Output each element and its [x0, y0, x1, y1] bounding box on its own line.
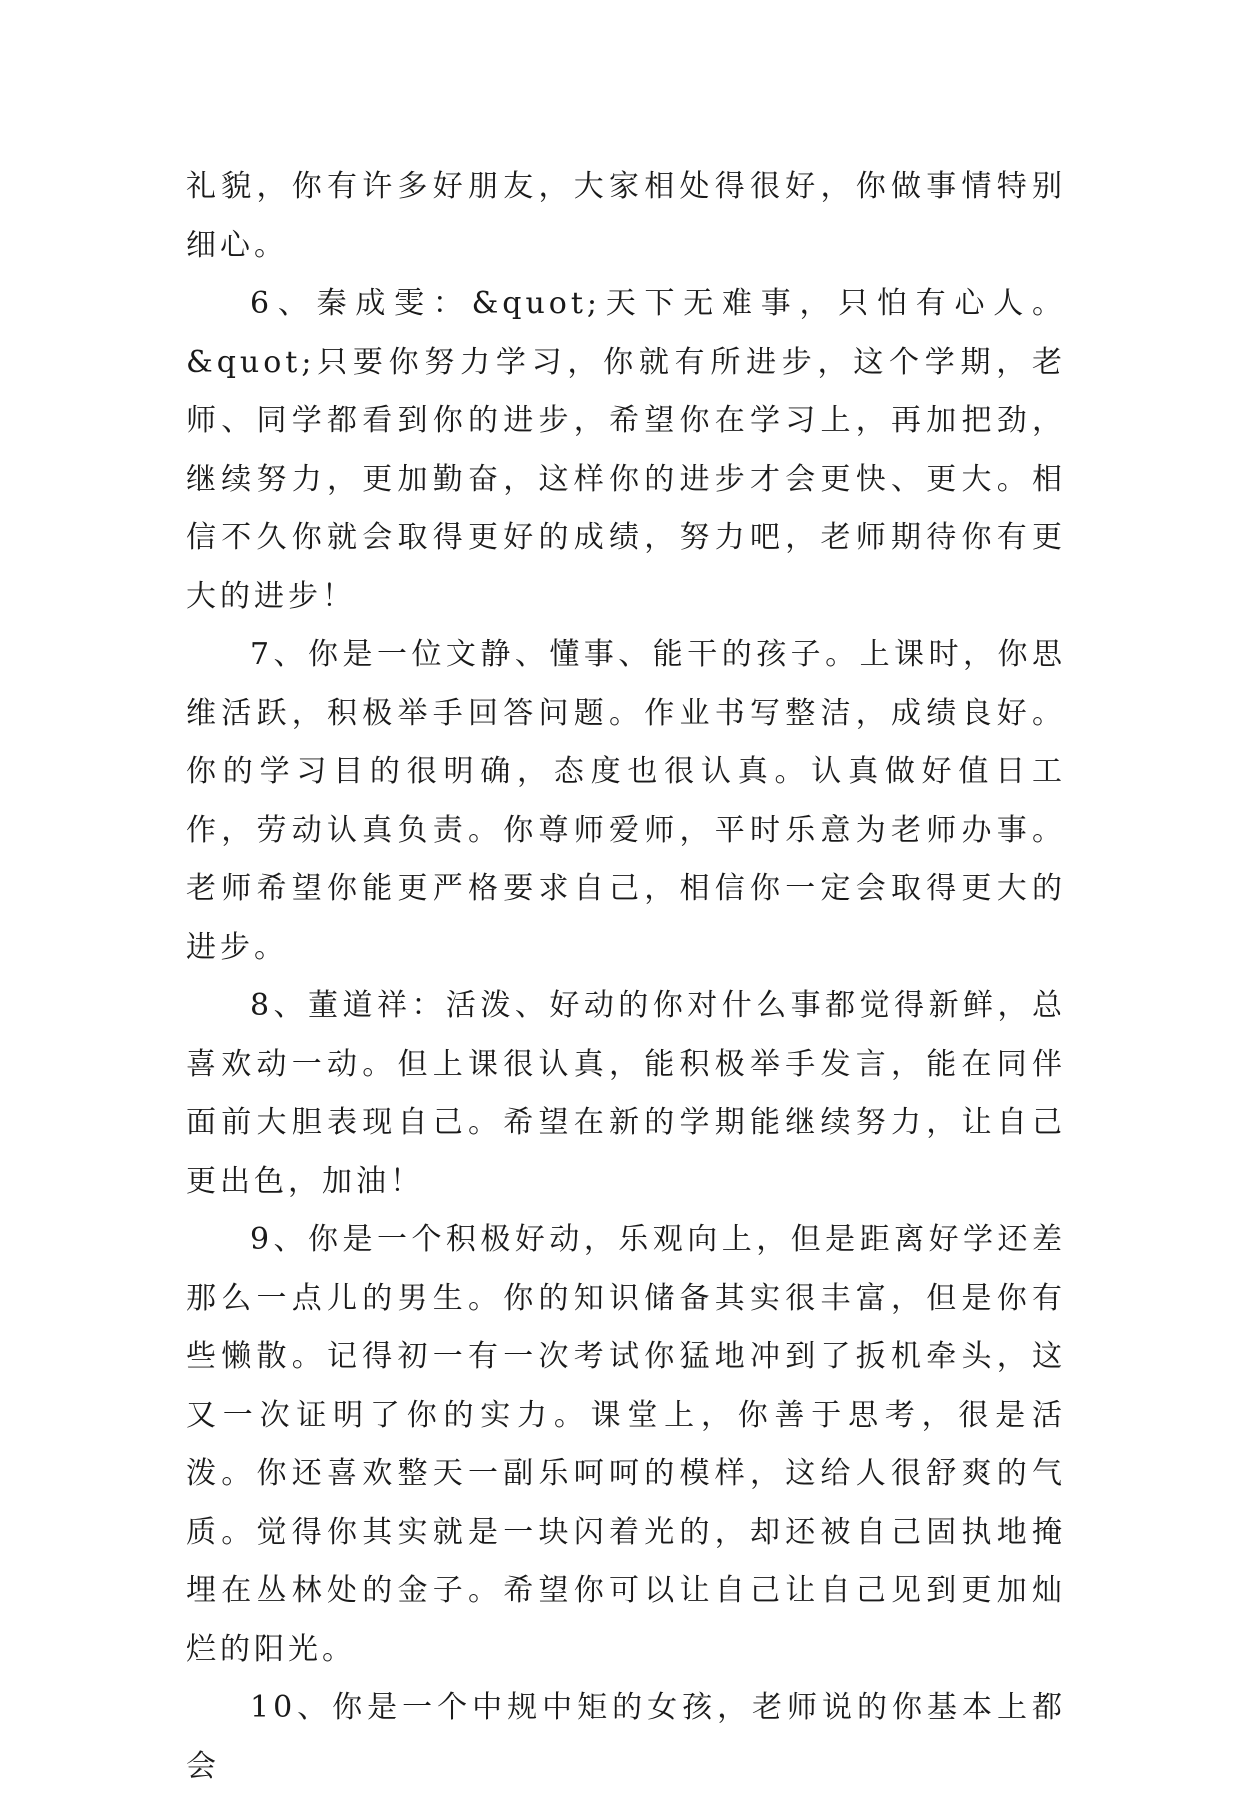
document-body [186, 158, 1066, 1796]
paragraph-comment-8: 8、董道祥：活泼、好动的你对什么事都觉得新鲜，总喜欢动一动。但上课很认真，能积极举手发言，能在同伴面前大胆表现自己。希望在新的学期能继续努力，让自己更出色，加油！ [186, 988, 1066, 1199]
paragraph-comment-10: 10、你是一个中规中矩的女孩，老师说的你基本上都会 [186, 1690, 1066, 1784]
paragraph-comment-7: 7、你是一位文静、懂事、能干的孩子。上课时，你思维活跃，积极举手回答问题。作业书写整洁，成绩良好。你的学习目的很明确，态度也很认真。认真做好值日工作，劳动认真负责。你尊师爱师，平时乐意为老师办事。老师希望你能更严格要求自己，相信你一定会取得更大的进步。 [186, 637, 1066, 965]
paragraph-comment-6: 6、秦成雯：&quot;天下无难事，只怕有心人。&quot;只要你努力学习，你就有所进步，这个学期，老师、同学都看到你的进步，希望你在学习上，再加把劲，继续努力，更加勤奋，这样你的进步才会更快、更大。相信不久你就会取得更好的成绩，努力吧，老师期待你有更大的进步！ [186, 286, 1066, 614]
paragraph-comment-9: 9、你是一个积极好动，乐观向上，但是距离好学还差那么一点儿的男生。你的知识储备其实很丰富，但是你有些懒散。记得初一有一次考试你猛地冲到了扳机牵头，这又一次证明了你的实力。课堂上，你善于思考，很是活泼。你还喜欢整天一副乐呵呵的模样，这给人很舒爽的气质。觉得你其实就是一块闪着光的，却还被自己固执地掩埋在丛林处的金子。希望你可以让自己让自己见到更加灿烂的阳光。 [186, 1222, 1066, 1667]
paragraph-continuation: 礼貌，你有许多好朋友，大家相处得很好，你做事情特别细心。 [186, 169, 1066, 263]
